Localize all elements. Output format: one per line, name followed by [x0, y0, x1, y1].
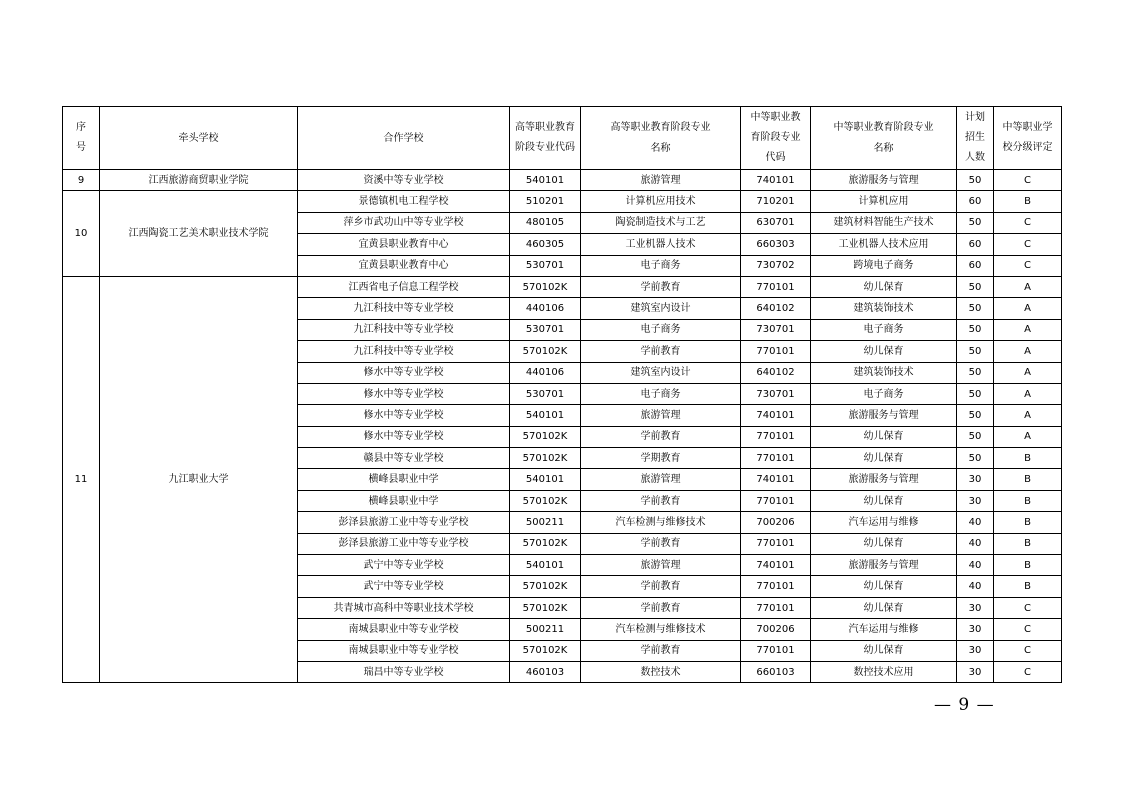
secondary-code-cell: 700206	[741, 619, 811, 640]
secondary-name-cell: 幼儿保育	[811, 576, 957, 597]
partner-school-cell: 宜黄县职业教育中心	[298, 255, 510, 276]
higher-name-cell: 电子商务	[581, 255, 741, 276]
higher-code-cell: 510201	[510, 191, 581, 212]
plan-cell: 50	[957, 383, 994, 404]
grade-cell: A	[994, 276, 1062, 297]
higher-code-cell: 530701	[510, 383, 581, 404]
plan-cell: 40	[957, 512, 994, 533]
higher-code-cell: 500211	[510, 619, 581, 640]
secondary-code-cell: 730701	[741, 383, 811, 404]
higher-code-cell: 570102K	[510, 533, 581, 554]
secondary-code-cell: 630701	[741, 212, 811, 233]
header-higher-code: 高等职业教育阶段专业代码	[510, 107, 581, 170]
grade-cell: C	[994, 234, 1062, 255]
secondary-code-cell: 740101	[741, 405, 811, 426]
higher-name-cell: 旅游管理	[581, 170, 741, 191]
secondary-code-cell: 740101	[741, 469, 811, 490]
secondary-name-cell: 电子商务	[811, 319, 957, 340]
higher-name-cell: 电子商务	[581, 383, 741, 404]
higher-code-cell: 440106	[510, 298, 581, 319]
grade-cell: A	[994, 362, 1062, 383]
plan-cell: 60	[957, 234, 994, 255]
secondary-name-cell: 工业机器人技术应用	[811, 234, 957, 255]
higher-name-cell: 旅游管理	[581, 555, 741, 576]
page-number: — 9 —	[934, 695, 995, 715]
secondary-name-cell: 幼儿保育	[811, 341, 957, 362]
higher-code-cell: 570102K	[510, 426, 581, 447]
grade-cell: C	[994, 170, 1062, 191]
table-row	[63, 276, 1062, 297]
header-grade: 中等职业学校分级评定	[994, 107, 1062, 170]
plan-cell: 50	[957, 170, 994, 191]
higher-name-cell: 学前教育	[581, 490, 741, 511]
partner-school-cell: 修水中等专业学校	[298, 426, 510, 447]
higher-code-cell: 570102K	[510, 597, 581, 618]
plan-cell: 50	[957, 319, 994, 340]
partner-school-cell: 横峰县职业中学	[298, 469, 510, 490]
header-higher-name: 高等职业教育阶段专业名称	[581, 107, 741, 170]
partner-school-cell: 赣县中等专业学校	[298, 448, 510, 469]
secondary-code-cell: 660103	[741, 661, 811, 682]
grade-cell: C	[994, 597, 1062, 618]
partner-school-cell: 九江科技中等专业学校	[298, 341, 510, 362]
higher-code-cell: 570102K	[510, 640, 581, 661]
secondary-name-cell: 旅游服务与管理	[811, 170, 957, 191]
partner-school-cell: 武宁中等专业学校	[298, 555, 510, 576]
grade-cell: A	[994, 319, 1062, 340]
higher-name-cell: 电子商务	[581, 319, 741, 340]
higher-name-cell: 工业机器人技术	[581, 234, 741, 255]
higher-code-cell: 540101	[510, 555, 581, 576]
grade-cell: B	[994, 533, 1062, 554]
secondary-code-cell: 740101	[741, 555, 811, 576]
grade-cell: C	[994, 661, 1062, 682]
higher-name-cell: 学前教育	[581, 576, 741, 597]
secondary-name-cell: 幼儿保育	[811, 640, 957, 661]
secondary-code-cell: 770101	[741, 597, 811, 618]
plan-cell: 50	[957, 212, 994, 233]
higher-name-cell: 学前教育	[581, 426, 741, 447]
secondary-code-cell: 700206	[741, 512, 811, 533]
row-number-cell: 11	[63, 276, 100, 682]
secondary-name-cell: 建筑装饰技术	[811, 362, 957, 383]
partner-school-cell: 修水中等专业学校	[298, 405, 510, 426]
higher-code-cell: 540101	[510, 469, 581, 490]
higher-name-cell: 学期教育	[581, 448, 741, 469]
grade-cell: B	[994, 469, 1062, 490]
partner-school-cell: 横峰县职业中学	[298, 490, 510, 511]
plan-cell: 50	[957, 276, 994, 297]
secondary-code-cell: 640102	[741, 298, 811, 319]
higher-name-cell: 旅游管理	[581, 405, 741, 426]
secondary-name-cell: 幼儿保育	[811, 533, 957, 554]
secondary-name-cell: 建筑材料智能生产技术	[811, 212, 957, 233]
lead-school-cell: 江西旅游商贸职业学院	[100, 170, 298, 191]
secondary-name-cell: 旅游服务与管理	[811, 469, 957, 490]
plan-cell: 60	[957, 255, 994, 276]
grade-cell: A	[994, 341, 1062, 362]
row-number-cell: 9	[63, 170, 100, 191]
plan-cell: 30	[957, 640, 994, 661]
header-secondary-name: 中等职业教育阶段专业名称	[811, 107, 957, 170]
secondary-name-cell: 旅游服务与管理	[811, 405, 957, 426]
higher-name-cell: 学前教育	[581, 597, 741, 618]
header-no: 序号	[63, 107, 100, 170]
partner-school-cell: 瑞昌中等专业学校	[298, 661, 510, 682]
grade-cell: C	[994, 212, 1062, 233]
grade-cell: B	[994, 448, 1062, 469]
grade-cell: C	[994, 255, 1062, 276]
secondary-name-cell: 幼儿保育	[811, 426, 957, 447]
secondary-name-cell: 幼儿保育	[811, 597, 957, 618]
secondary-code-cell: 770101	[741, 341, 811, 362]
partner-school-cell: 江西省电子信息工程学校	[298, 276, 510, 297]
partner-school-cell: 共青城市高科中等职业技术学校	[298, 597, 510, 618]
grade-cell: B	[994, 191, 1062, 212]
plan-cell: 30	[957, 490, 994, 511]
secondary-name-cell: 汽车运用与维修	[811, 619, 957, 640]
plan-cell: 50	[957, 448, 994, 469]
higher-name-cell: 汽车检测与维修技术	[581, 619, 741, 640]
secondary-name-cell: 幼儿保育	[811, 448, 957, 469]
higher-name-cell: 陶瓷制造技术与工艺	[581, 212, 741, 233]
plan-cell: 40	[957, 533, 994, 554]
secondary-code-cell: 770101	[741, 490, 811, 511]
partner-school-cell: 景德镇机电工程学校	[298, 191, 510, 212]
plan-cell: 50	[957, 426, 994, 447]
secondary-name-cell: 旅游服务与管理	[811, 555, 957, 576]
higher-name-cell: 汽车检测与维修技术	[581, 512, 741, 533]
higher-code-cell: 570102K	[510, 341, 581, 362]
higher-code-cell: 460103	[510, 661, 581, 682]
secondary-name-cell: 汽车运用与维修	[811, 512, 957, 533]
secondary-name-cell: 电子商务	[811, 383, 957, 404]
grade-cell: A	[994, 383, 1062, 404]
higher-code-cell: 570102K	[510, 490, 581, 511]
partner-school-cell: 南城县职业中等专业学校	[298, 619, 510, 640]
grade-cell: C	[994, 619, 1062, 640]
higher-code-cell: 530701	[510, 319, 581, 340]
partner-school-cell: 修水中等专业学校	[298, 362, 510, 383]
secondary-code-cell: 770101	[741, 448, 811, 469]
grade-cell: B	[994, 490, 1062, 511]
higher-name-cell: 旅游管理	[581, 469, 741, 490]
grade-cell: B	[994, 555, 1062, 576]
secondary-code-cell: 710201	[741, 191, 811, 212]
higher-name-cell: 建筑室内设计	[581, 362, 741, 383]
table-row	[63, 191, 1062, 212]
grade-cell: A	[994, 298, 1062, 319]
secondary-code-cell: 660303	[741, 234, 811, 255]
grade-cell: A	[994, 426, 1062, 447]
partner-school-cell: 资溪中等专业学校	[298, 170, 510, 191]
higher-code-cell: 570102K	[510, 276, 581, 297]
plan-cell: 30	[957, 661, 994, 682]
grade-cell: A	[994, 405, 1062, 426]
partner-school-cell: 萍乡市武功山中等专业学校	[298, 212, 510, 233]
partner-school-cell: 宜黄县职业教育中心	[298, 234, 510, 255]
plan-cell: 50	[957, 298, 994, 319]
secondary-code-cell: 770101	[741, 426, 811, 447]
plan-cell: 60	[957, 191, 994, 212]
secondary-code-cell: 770101	[741, 576, 811, 597]
lead-school-cell: 江西陶瓷工艺美术职业技术学院	[100, 191, 298, 277]
partner-school-cell: 彭泽县旅游工业中等专业学校	[298, 533, 510, 554]
enrollment-plan-table	[62, 106, 1062, 683]
higher-code-cell: 570102K	[510, 448, 581, 469]
lead-school-cell: 九江职业大学	[100, 276, 298, 682]
secondary-code-cell: 770101	[741, 276, 811, 297]
plan-cell: 40	[957, 576, 994, 597]
secondary-code-cell: 740101	[741, 170, 811, 191]
higher-name-cell: 学前教育	[581, 640, 741, 661]
plan-cell: 30	[957, 469, 994, 490]
secondary-code-cell: 770101	[741, 533, 811, 554]
higher-code-cell: 440106	[510, 362, 581, 383]
plan-cell: 40	[957, 555, 994, 576]
secondary-name-cell: 跨境电子商务	[811, 255, 957, 276]
higher-code-cell: 500211	[510, 512, 581, 533]
plan-cell: 30	[957, 597, 994, 618]
plan-cell: 50	[957, 341, 994, 362]
secondary-code-cell: 770101	[741, 640, 811, 661]
partner-school-cell: 九江科技中等专业学校	[298, 298, 510, 319]
partner-school-cell: 修水中等专业学校	[298, 383, 510, 404]
higher-name-cell: 计算机应用技术	[581, 191, 741, 212]
header-lead-school: 牵头学校	[100, 107, 298, 170]
higher-name-cell: 学前教育	[581, 341, 741, 362]
higher-name-cell: 数控技术	[581, 661, 741, 682]
higher-code-cell: 570102K	[510, 576, 581, 597]
plan-cell: 50	[957, 405, 994, 426]
row-number-cell: 10	[63, 191, 100, 277]
partner-school-cell: 九江科技中等专业学校	[298, 319, 510, 340]
grade-cell: B	[994, 576, 1062, 597]
higher-name-cell: 学前教育	[581, 276, 741, 297]
higher-code-cell: 540101	[510, 170, 581, 191]
secondary-name-cell: 数控技术应用	[811, 661, 957, 682]
header-plan: 计划招生人数	[957, 107, 994, 170]
plan-cell: 30	[957, 619, 994, 640]
secondary-name-cell: 建筑装饰技术	[811, 298, 957, 319]
partner-school-cell: 南城县职业中等专业学校	[298, 640, 510, 661]
header-secondary-code: 中等职业教育阶段专业代码	[741, 107, 811, 170]
higher-name-cell: 建筑室内设计	[581, 298, 741, 319]
grade-cell: C	[994, 640, 1062, 661]
secondary-code-cell: 730702	[741, 255, 811, 276]
secondary-code-cell: 640102	[741, 362, 811, 383]
higher-code-cell: 460305	[510, 234, 581, 255]
table-header-row	[63, 107, 1062, 170]
secondary-name-cell: 幼儿保育	[811, 276, 957, 297]
higher-code-cell: 480105	[510, 212, 581, 233]
grade-cell: B	[994, 512, 1062, 533]
secondary-name-cell: 幼儿保育	[811, 490, 957, 511]
higher-name-cell: 学前教育	[581, 533, 741, 554]
secondary-code-cell: 730701	[741, 319, 811, 340]
header-partner-school: 合作学校	[298, 107, 510, 170]
plan-cell: 50	[957, 362, 994, 383]
secondary-name-cell: 计算机应用	[811, 191, 957, 212]
table-row	[63, 170, 1062, 191]
partner-school-cell: 彭泽县旅游工业中等专业学校	[298, 512, 510, 533]
higher-code-cell: 540101	[510, 405, 581, 426]
higher-code-cell: 530701	[510, 255, 581, 276]
partner-school-cell: 武宁中等专业学校	[298, 576, 510, 597]
